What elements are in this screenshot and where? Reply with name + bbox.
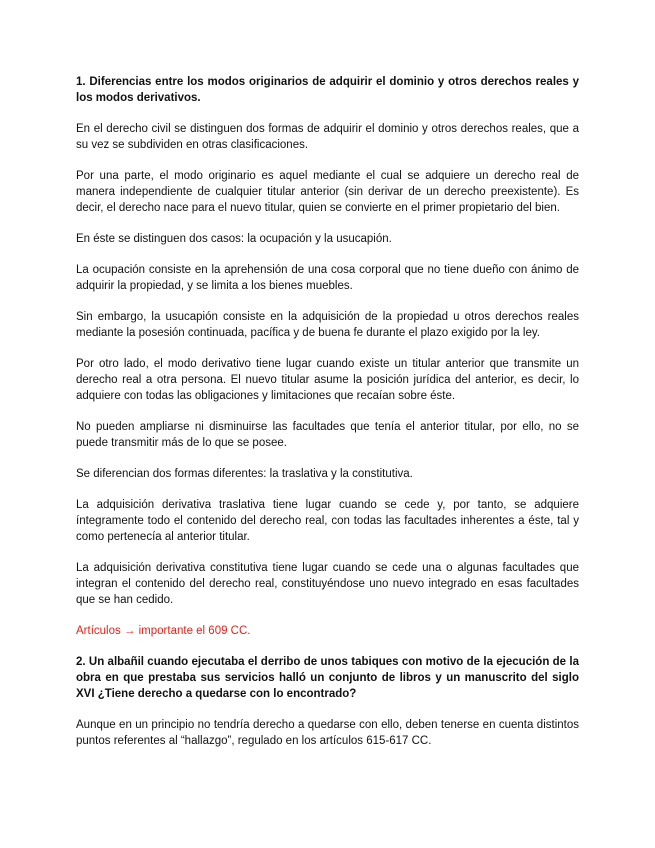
note-articulos: Artículos → importante el 609 CC. (76, 625, 251, 637)
document-page (76, 74, 579, 764)
paragraph-traslativa: La adquisición derivativa traslativa tiene lugar cuando se cede y, por tanto, se adquiere íntegramente todo el contenido del derecho real, con todas las facultades inherentes a éste, tal y como pertenecía al anterior titular. (76, 499, 579, 543)
paragraph-dos-formas: Se diferencian dos formas diferentes: la traslativa y la constitutiva. (76, 468, 413, 480)
section-1-heading: 1. Diferencias entre los modos originarios de adquirir el dominio y otros derechos reales y los modos derivativos. (76, 76, 579, 104)
paragraph-modo-originario: Por una parte, el modo originario es aquel mediante el cual se adquiere un derecho real de manera independiente de cualquier titular anterior (sin derivar de un derecho preexistente). Es decir, el derecho nace para el nuevo titular, quien se convierte en el primer propietario del bien. (76, 170, 579, 214)
paragraph-facultades: No pueden ampliarse ni disminuirse las facultades que tenía el anterior titular, por ello, no se puede transmitir más de lo que se posee. (76, 421, 579, 449)
section-2-heading: 2. Un albañil cuando ejecutaba el derribo de unos tabiques con motivo de la ejecución de la obra en que prestaba sus servicios halló un conjunto de libros y un manuscrito del siglo XVI ¿Tiene derecho a quedarse con lo encontrado? (76, 656, 579, 700)
paragraph-modo-derivativo: Por otro lado, el modo derivativo tiene lugar cuando existe un titular anterior que transmite un derecho real a otra persona. El nuevo titular asume la posición jurídica del anterior, es decir, lo adquiere con todas las obligaciones y limitaciones que recaían sobre éste. (76, 358, 579, 402)
paragraph-intro: En el derecho civil se distinguen dos formas de adquirir el dominio y otros derechos reales, que a su vez se subdividen en otras clasificaciones. (76, 123, 579, 151)
paragraph-constitutiva: La adquisición derivativa constitutiva tiene lugar cuando se cede una o algunas facultades que integran el contenido del derecho real, constituyéndose uno nuevo integrado en esas facultades que se han cedido. (76, 562, 579, 606)
paragraph-dos-casos: En éste se distinguen dos casos: la ocupación y la usucapión. (76, 233, 392, 245)
paragraph-ocupacion: La ocupación consiste en la aprehensión de una cosa corporal que no tiene dueño con ánimo de adquirir la propiedad, y se limita a los bienes muebles. (76, 264, 579, 292)
paragraph-hallazgo: Aunque en un principio no tendría derecho a quedarse con ello, deben tenerse en cuenta distintos puntos referentes al “hallazgo”, regulado en los artículos 615-617 CC. (76, 719, 579, 747)
paragraph-usucapion: Sin embargo, la usucapión consiste en la adquisición de la propiedad u otros derechos reales mediante la posesión continuada, pacífica y de buena fe durante el plazo exigido por la ley. (76, 311, 579, 339)
